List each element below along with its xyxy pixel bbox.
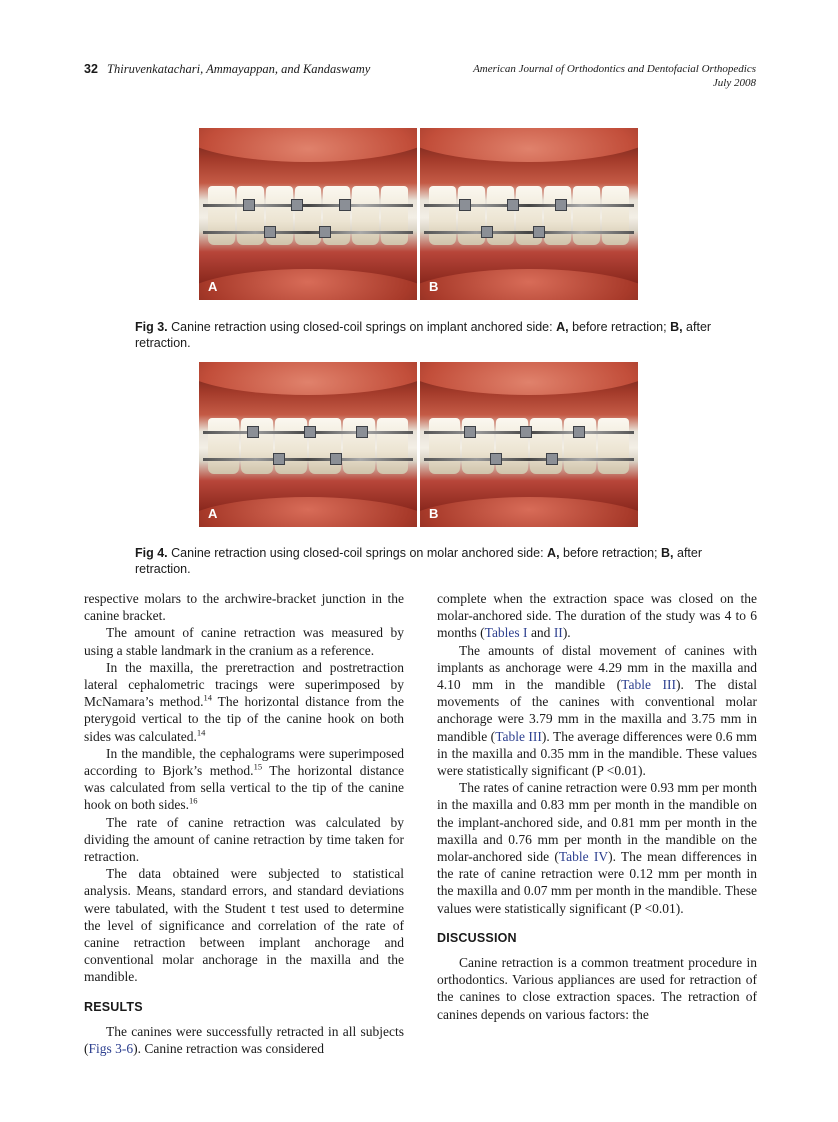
fig3-caption-post: after retraction.	[135, 320, 712, 350]
fig3-caption	[135, 319, 715, 351]
fig3-panel-a-label: A	[208, 279, 218, 294]
header-authors: Thiruvenkatachari, Ammayappan, and Kandaswamy	[107, 62, 371, 76]
reference-superscript: 15	[253, 761, 263, 772]
table-3-link[interactable]: Table III	[621, 677, 676, 693]
paragraph: The amounts of distal movement of canines with implants as anchorage were 4.29 mm in the maxilla and 4.10 mm in the mandible (Table III). The distal movements of the canines with conventional molar anchorage were 3.79 mm in the maxilla and 3.75 mm in mandible (Table III). The average differences were 0.6 mm in the maxilla and 0.35 mm in the mandible. These values were statistically significant (P <0.01).	[437, 642, 758, 779]
table-2-link[interactable]: II	[553, 625, 563, 641]
discussion-heading: DISCUSSION	[437, 930, 517, 945]
paragraph: In the mandible, the cephalograms were superimposed according to Bjork’s method.$^{15}$ The horizontal distance was calculated from sella vertical to the tip of the canine hook on both sides.$^{16}$	[84, 745, 404, 813]
paragraph: The canines were successfully retracted in all subjects (Figs 3-6). Canine retraction was considered	[84, 1023, 404, 1057]
figs-link[interactable]: Figs 3-6	[88, 1041, 134, 1057]
reference-superscript: 14	[196, 727, 206, 738]
figure-3	[199, 128, 639, 300]
reference-superscript: 16	[189, 795, 198, 806]
header-left	[84, 62, 370, 77]
fig4-panel-a-label: A	[208, 506, 218, 521]
fig4-photo-a	[199, 362, 417, 527]
paragraph: The amount of canine retraction was measured by using a stable landmark in the cranium as a reference.	[84, 625, 404, 658]
table-1-link[interactable]: Tables I	[484, 625, 528, 641]
fig3-photo-b	[420, 128, 638, 300]
fig3-panel-b-label: B	[429, 279, 439, 294]
fig3-caption-b: B,	[670, 320, 683, 334]
table-4-link[interactable]: Table IV	[558, 849, 609, 865]
issue-date: July 2008	[712, 77, 756, 89]
paragraph: In the maxilla, the preretraction and postretraction lateral cephalometric tracings were superimposed by McNamara’s method.$^{14}$ The horizontal distance from the pterygoid vertical to the tip of the canine hook on both sides was calculated.$^{14}$	[84, 659, 404, 744]
reference-superscript: 14	[203, 692, 212, 703]
fig4-caption	[135, 545, 715, 577]
fig3-caption-mid: before retraction;	[572, 320, 667, 334]
paragraph: The rates of canine retraction were 0.93 mm per month in the maxilla and 0.83 mm per month in the mandible on the implant-anchored side, and 0.81 mm per month in the maxilla and 0.76 mm per month in the mandible on the molar-anchored side (Table IV). The mean differences in the rate of canine retraction were 0.12 mm per month in the maxilla and 0.07 mm per month in the mandible. These values were statistically significant (P <0.01).	[437, 780, 757, 916]
paragraph: The rate of canine retraction was calculated by dividing the amount of canine retraction by time taken for retraction.	[84, 814, 404, 865]
page-number: 32	[84, 62, 98, 76]
right-column	[437, 590, 757, 1023]
results-heading: RESULTS	[84, 999, 143, 1014]
fig4-caption-a: A,	[547, 546, 560, 560]
header-right	[473, 62, 756, 90]
running-header	[84, 62, 756, 92]
fig4-caption-mid: before retraction;	[563, 546, 658, 560]
fig3-label: Fig 3.	[135, 320, 168, 334]
fig3-caption-a: A,	[556, 320, 569, 334]
fig4-label: Fig 4.	[135, 546, 168, 560]
fig3-caption-text: Canine retraction using closed-coil springs on implant anchored side:	[171, 320, 553, 334]
figure-4	[199, 362, 639, 527]
fig4-caption-post: after retraction.	[135, 546, 703, 576]
paragraph: Canine retraction is a common treatment procedure in orthodontics. Various appliances are used for retraction of the canines to close extraction spaces. The retraction of canines depends on various factors: the	[437, 955, 757, 1022]
fig4-caption-b: B,	[661, 546, 674, 560]
paragraph: complete when the extraction space was closed on the molar-anchored side. The duration of the study was 4 to 6 months (Tables I and II).	[437, 591, 757, 641]
fig4-photo-b	[420, 362, 638, 527]
fig4-panel-b-label: B	[429, 506, 439, 521]
journal-name: American Journal of Orthodontics and Dentofacial Orthopedics	[473, 63, 756, 75]
fig4-caption-text: Canine retraction using closed-coil springs on molar anchored side:	[171, 546, 544, 560]
fig3-photo-a	[199, 128, 417, 300]
paragraph: respective molars to the archwire-bracket junction in the canine bracket.	[84, 591, 404, 624]
table-3-link[interactable]: Table III	[495, 728, 542, 744]
paragraph: The data obtained were subjected to statistical analysis. Means, standard errors, and standard deviations were tabulated, with the Student t test used to determine the level of significance and correlation of the rate of canine retraction between implant anchorage and conventional molar anchorage in the maxilla and the mandible.	[84, 866, 404, 985]
left-column	[84, 590, 404, 1057]
